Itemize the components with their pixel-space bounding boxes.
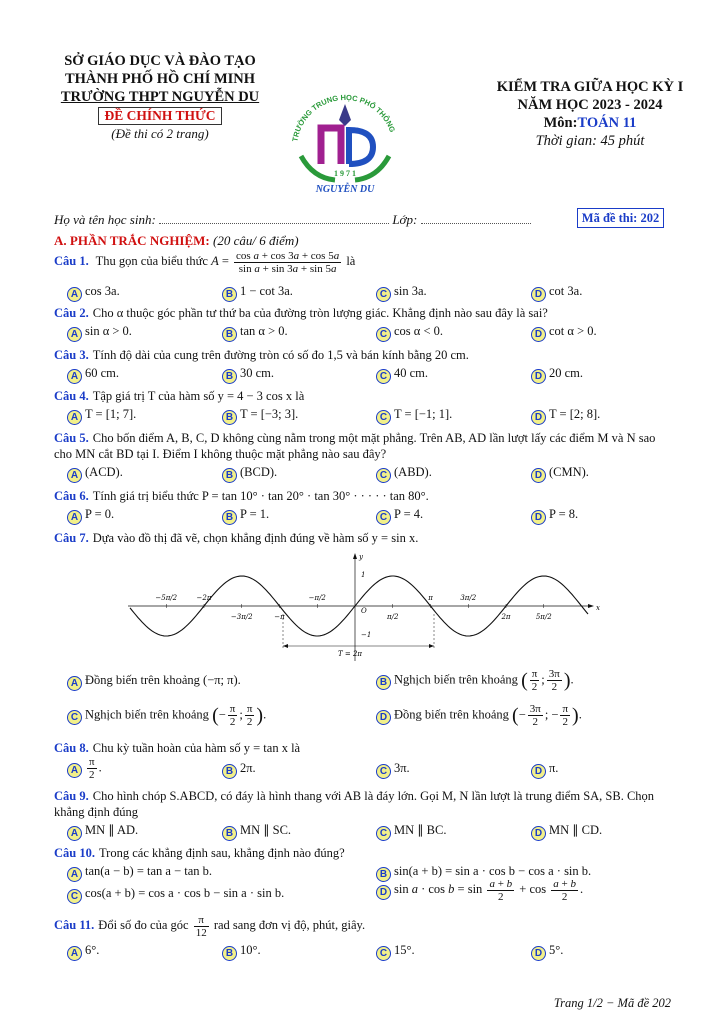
q6-option-b[interactable]: B P = 1. [222, 506, 269, 525]
question-4: Câu 4. Tập giá trị T của hàm số y = 4 − 3 cos x là [54, 389, 305, 403]
q2-option-d[interactable]: D cot α > 0. [531, 323, 597, 342]
logo-year: 1 9 7 1 [334, 169, 356, 178]
q1-option-d[interactable]: D cot 3a. [531, 283, 582, 302]
school-name: TRƯỜNG THPT NGUYỄN DU [60, 89, 260, 105]
header-right [480, 78, 700, 150]
q11-option-b[interactable]: B 10°. [222, 942, 261, 961]
question-9-text: Cho hình chóp S.ABCD, có đáy là hình thang với AB là đáy lớn. Gọi M, N lần lượt là trung điểm SA, SB. Chọn khẳng định đúng [54, 789, 655, 819]
question-7: Câu 7. Dựa vào đồ thị đã vẽ, chọn khẳng định đúng về hàm số y = sin x. [54, 531, 419, 545]
q4-option-a[interactable]: A T = [1; 7]. [67, 406, 136, 425]
question-3-text: Tính độ dài của cung trên đường tròn có số đo 1,5 và bán kính bằng 20 cm. [92, 348, 469, 362]
exam-time: Thời gian: 45 phút [535, 133, 645, 149]
period-label: T = 2π [337, 650, 363, 658]
q9-option-a[interactable]: A MN ∥ AD. [67, 822, 138, 841]
exam-title: KIỂM TRA GIỮA HỌC KỲ I [496, 79, 684, 95]
tick-label: −π [274, 613, 285, 621]
section-title: A. PHẦN TRẮC NGHIỆM: [54, 233, 210, 248]
y-min-label: −1 [361, 631, 372, 639]
y-axis-label: y [359, 553, 363, 561]
q7-option-d[interactable]: D Đồng biến trên khoảng (− $\frac{3\pi}{2}$ ; − $\frac{\pi}{2}$ ). [376, 703, 582, 728]
laurel-right-icon [355, 156, 389, 180]
q2-option-b[interactable]: B tan α > 0. [222, 323, 288, 342]
q6-option-c[interactable]: C P = 4. [376, 506, 423, 525]
tick-label: π [428, 594, 433, 602]
q3-option-a[interactable]: A 60 cm. [67, 365, 119, 384]
student-name-label: Họ và tên học sinh: [54, 212, 156, 227]
question-6-text: Tính giá trị biểu thức P = tan 10° · tan 20° · tan 30° · · · · · tan 80°. [92, 489, 429, 503]
q2-option-a[interactable]: A sin α > 0. [67, 323, 132, 342]
question-3: Câu 3. Tính độ dài của cung trên đường tròn có số đo 1,5 và bán kính bằng 20 cm. [54, 348, 469, 362]
header-left [40, 52, 280, 142]
x-axis-label: x [596, 604, 600, 612]
q7-option-c[interactable]: C Nghịch biến trên khoảng (− $\frac{\pi}{2}$ ; $\frac{\pi}{2}$ ). [67, 703, 266, 728]
tick-label: 3π/2 [460, 594, 477, 602]
q6-option-d[interactable]: D P = 8. [531, 506, 578, 525]
department-line-2: THÀNH PHỐ HỒ CHÍ MINH [64, 71, 256, 87]
q5-option-d[interactable]: D (CMN). [531, 464, 589, 483]
tick-label: −5π/2 [155, 594, 178, 602]
question-6: Câu 6. Tính giá trị biểu thức P = tan 10° · tan 20° · tan 30° · · · · · tan 80°. [54, 489, 429, 503]
sine-graph [128, 553, 598, 663]
question-10: Câu 10. Trong các khẳng định sau, khẳng định nào đúng? [54, 846, 345, 860]
subject-value: TOÁN 11 [577, 115, 637, 131]
question-8-text: Chu kỳ tuần hoàn của hàm số y = tan x là [92, 741, 301, 755]
q10-option-b[interactable]: B sin(a + b) = sin a · cos b − cos a · sin b. [376, 863, 591, 882]
q1-option-a[interactable]: A cos 3a. [67, 283, 120, 302]
tick-label: −3π/2 [230, 613, 253, 621]
q9-option-c[interactable]: C MN ∥ BC. [376, 822, 446, 841]
q5-option-a[interactable]: A (ACD). [67, 464, 123, 483]
y-max-label: 1 [361, 571, 366, 579]
subject-label: Môn: [543, 115, 578, 131]
logo-name: NGUYỄN DU [315, 184, 375, 195]
question-5: Câu 5. Cho bốn điểm A, B, C, D không cùng nằm trong một mặt phẳng. Trên AB, AD lần lượt lấy các điểm M và N sao cho MN cắt BD tại I. Điểm I không thuộc mặt phẳng nào sau đây? [54, 431, 656, 461]
q2-option-c[interactable]: C cos α < 0. [376, 323, 443, 342]
q11-option-d[interactable]: D 5°. [531, 942, 563, 961]
class-field[interactable] [421, 214, 531, 224]
origin-label: O [361, 607, 367, 615]
q9-option-b[interactable]: B MN ∥ SC. [222, 822, 291, 841]
q11-option-c[interactable]: C 15°. [376, 942, 415, 961]
question-4-text: Tập giá trị T của hàm số y = 4 − 3 cos x là [92, 389, 305, 403]
q8-option-c[interactable]: C 3π. [376, 760, 410, 779]
q1-option-b[interactable]: B 1 − cot 3a. [222, 283, 293, 302]
q5-option-c[interactable]: C (ABD). [376, 464, 432, 483]
q7-option-b[interactable]: B Nghịch biến trên khoảng ( $\frac{\pi}{2}$ ; $\frac{3\pi}{2}$ ). [376, 668, 574, 693]
tick-label: 5π/2 [535, 613, 552, 621]
q5-option-b[interactable]: B (BCD). [222, 464, 277, 483]
q8-option-b[interactable]: B 2π. [222, 760, 256, 779]
question-1: Câu 1. Thu gọn của biểu thức A = $\frac{\text{cos a + cos 3a + cos 5a}}{\text{sin a + sin 3a + sin 5a}}$ là [54, 250, 356, 275]
section-note: (20 câu/ 6 điểm) [213, 233, 299, 248]
question-2: Câu 2. Cho α thuộc góc phần tư thứ ba của đường tròn lượng giác. Khẳng định nào sau đây là sai? [54, 306, 548, 320]
q10-option-c[interactable]: C cos(a + b) = cos a · cos b − sin a · sin b. [67, 885, 284, 904]
question-8: Câu 8. Chu kỳ tuần hoàn của hàm số y = tan x là [54, 741, 301, 755]
question-10-text: Trong các khẳng định sau, khẳng định nào đúng? [98, 846, 345, 860]
school-year: NĂM HỌC 2023 - 2024 [517, 97, 663, 113]
page-footer: Trang 1/2 − Mã đề 202 [553, 996, 671, 1010]
pen-nib-icon [339, 104, 351, 126]
tick-label: −2π [196, 594, 212, 602]
official-label: ĐỀ CHÍNH THỨC [98, 107, 221, 125]
question-5-text: Cho bốn điểm A, B, C, D không cùng nằm trong một mặt phẳng. Trên AB, AD lần lượt lấy các điểm M và N sao cho MN cắt BD tại I. Điểm I không thuộc mặt phẳng nào sau đây? [54, 431, 656, 461]
q10-option-d[interactable]: D sin a · cos b = sin $\frac{a + b}{2}$ + cos $\frac{a + b}{2}$ . [376, 878, 583, 903]
q11-option-a[interactable]: A 6°. [67, 942, 99, 961]
question-11: Câu 11. Đổi số đo của góc $\frac{\pi}{12}$ rad sang đơn vị độ, phút, giây. [54, 914, 366, 939]
student-name-field[interactable] [159, 214, 389, 224]
q7-option-a[interactable]: A Đồng biến trên khoảng (−π; π). [67, 672, 241, 691]
tick-label: π/2 [387, 613, 399, 621]
question-9: Câu 9. Cho hình chóp S.ABCD, có đáy là hình thang với AB là đáy lớn. Gọi M, N lần lượt là trung điểm SA, SB. Chọn khẳng định đúng [54, 789, 655, 819]
section-heading [54, 233, 299, 249]
q10-option-a[interactable]: A tan(a − b) = tan a − tan b. [67, 863, 212, 882]
question-7-text: Dựa vào đồ thị đã vẽ, chọn khẳng định đúng về hàm số y = sin x. [92, 531, 419, 545]
pages-note: (Đề thi có 2 trang) [111, 126, 209, 141]
q4-option-c[interactable]: C T = [−1; 1]. [376, 406, 452, 425]
q3-option-b[interactable]: B 30 cm. [222, 365, 274, 384]
logo-arc-text: TRƯỜNG TRUNG HỌC PHỔ THÔNG [290, 92, 398, 143]
q6-option-a[interactable]: A P = 0. [67, 506, 114, 525]
q8-option-d[interactable]: D π. [531, 760, 558, 779]
tick-label: 2π [501, 613, 511, 621]
q4-option-d[interactable]: D T = [2; 8]. [531, 406, 600, 425]
q3-option-d[interactable]: D 20 cm. [531, 365, 583, 384]
q4-option-b[interactable]: B T = [−3; 3]. [222, 406, 298, 425]
q3-option-c[interactable]: C 40 cm. [376, 365, 428, 384]
school-logo [283, 86, 408, 196]
q1-option-c[interactable]: C sin 3a. [376, 283, 427, 302]
exam-code-badge: Mã đề thi: 202 [577, 208, 664, 228]
tick-label: −π/2 [308, 594, 326, 602]
department-line-1: SỞ GIÁO DỤC VÀ ĐÀO TẠO [64, 53, 256, 69]
q9-option-d[interactable]: D MN ∥ CD. [531, 822, 602, 841]
class-label: Lớp: [392, 212, 418, 227]
q8-option-a[interactable]: A $\frac{\pi}{2}$ . [67, 756, 102, 781]
question-2-text: Cho α thuộc góc phần tư thứ ba của đường tròn lượng giác. Khẳng định nào sau đây là sai? [92, 306, 548, 320]
